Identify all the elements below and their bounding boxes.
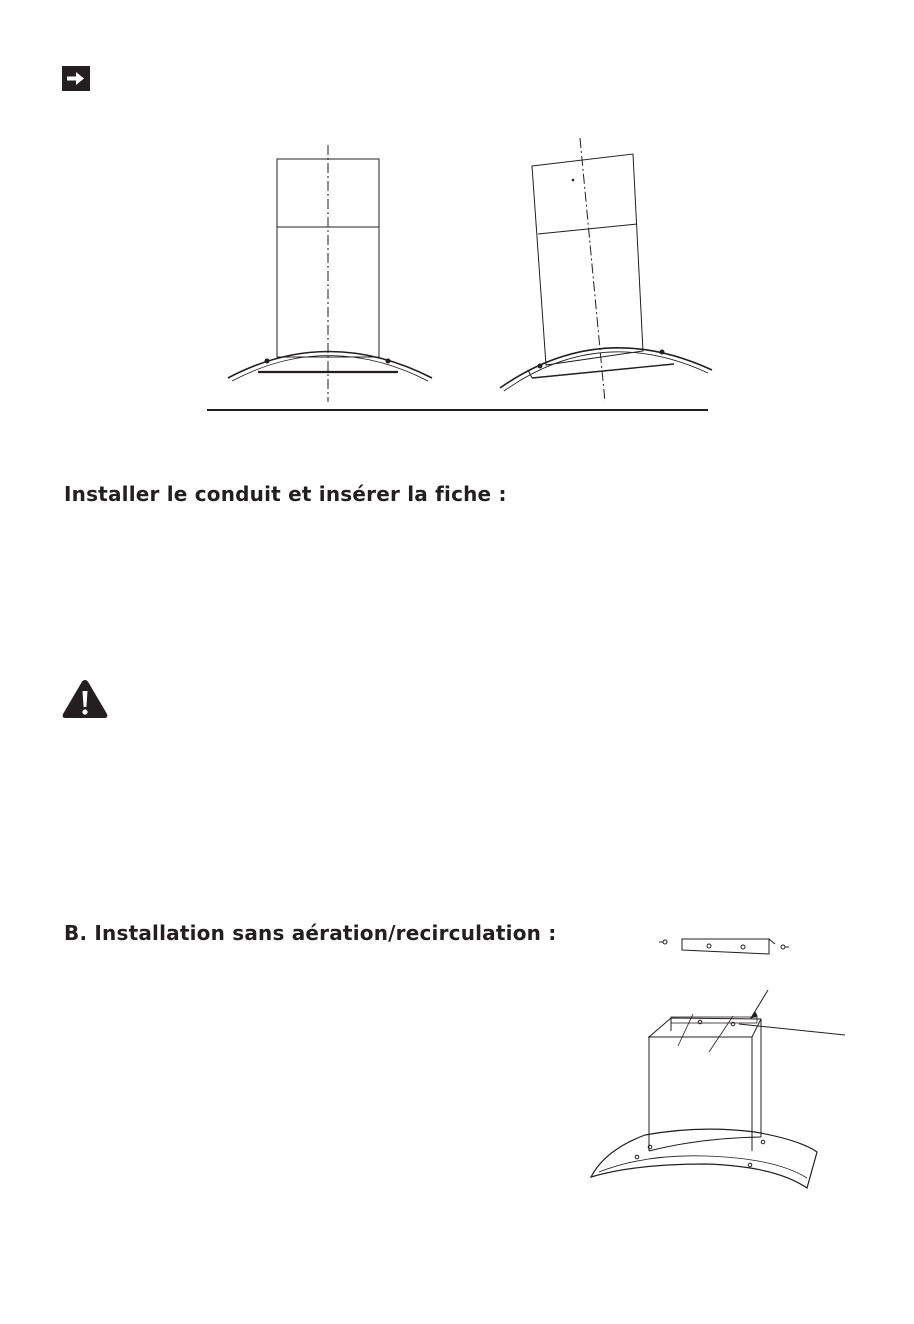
hood-alignment-diagram [200, 130, 720, 420]
hood-tilted-figure [500, 138, 712, 402]
chimney-box-figure [649, 990, 845, 1151]
warning-icon [61, 678, 109, 720]
hood-straight-figure [228, 145, 432, 402]
arrow-right-icon [62, 66, 90, 91]
mounting-bracket-figure [659, 939, 789, 954]
canopy-figure [591, 1129, 817, 1188]
section-heading-ducting: Installer le conduit et insérer la fiche : [64, 482, 507, 506]
recirculation-hood-diagram [585, 920, 914, 1200]
section-heading-recirculation: B. Installation sans aération/recirculation : [64, 921, 557, 945]
